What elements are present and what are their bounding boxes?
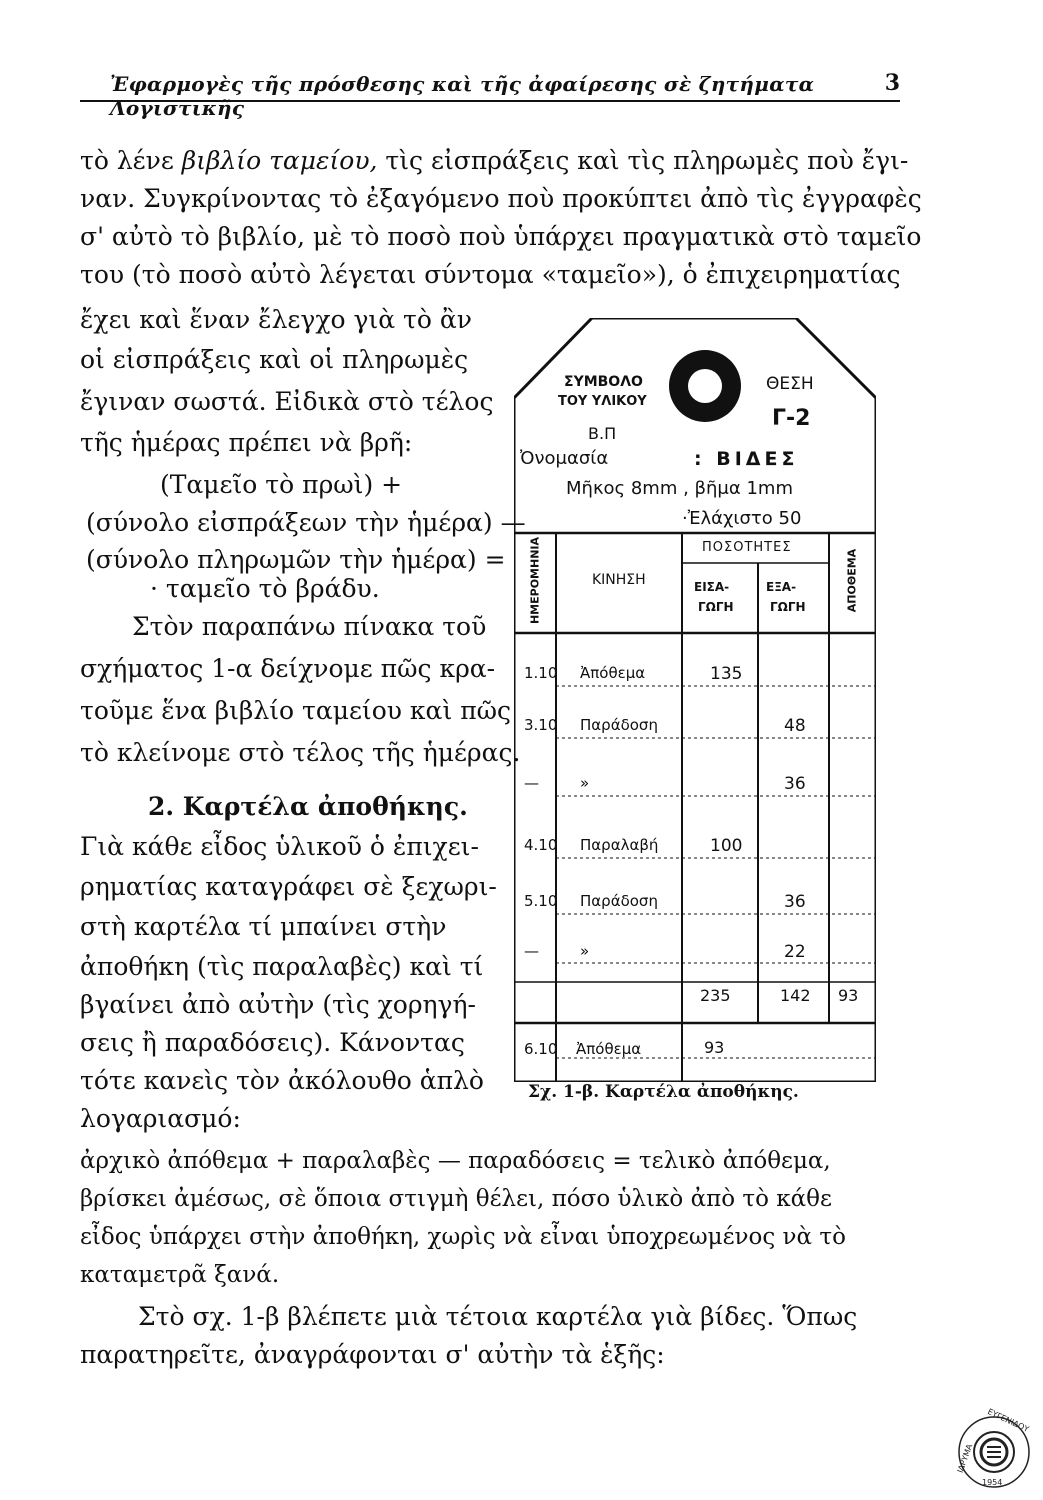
row-date: 1.10 bbox=[524, 664, 558, 682]
italic-term: βιβλίο ταμείου, bbox=[181, 146, 378, 175]
text-line: λογαριασμό: bbox=[80, 1104, 241, 1133]
row-movement: » bbox=[580, 774, 590, 792]
formula-line: (σύνολο πληρωμῶν τὴν ἡμέρα) = bbox=[86, 545, 506, 574]
row-movement: Ἀπόθεμα bbox=[580, 664, 646, 682]
formula-line: ἀρχικὸ ἀπόθεμα + παραλαβὲς — παραδόσεις = τελικὸ ἀπόθεμα, bbox=[80, 1148, 831, 1174]
figure-caption: Σχ. 1-β. Καρτέλα ἀποθήκης. bbox=[528, 1082, 799, 1102]
col-out-header-1: ΕΞΑ- bbox=[766, 580, 797, 594]
text-line: βγαίνει ἀπὸ αὐτὴν (τὶς χορηγή- bbox=[80, 990, 476, 1019]
text-line: εἶδος ὑπάρχει στὴν ἀποθήκη, χωρὶς νὰ εἶναι ὑποχρεωμένος νὰ τὸ bbox=[80, 1224, 846, 1250]
seal-year: 1954 bbox=[982, 1478, 1003, 1487]
text-line: βρίσκει ἀμέσως, σὲ ὅποια στιγμὴ θέλει, πόσο ὑλικὸ ἀπὸ τὸ κάθε bbox=[80, 1186, 832, 1212]
text-line: ἔγιναν σωστά. Εἰδικὰ στὸ τέλος bbox=[80, 387, 494, 416]
spec-line: Μῆκος 8mm , βῆμα 1mm bbox=[566, 478, 793, 499]
text-line: ναν. Συγκρίνοντας τὸ ἐξαγόμενο ποὺ προκύπτει ἀπὸ τὶς ἐγγραφὲς bbox=[80, 184, 922, 213]
page-number: 3 bbox=[884, 70, 900, 96]
seal-text-left: ΙΔΡΥΜΑ bbox=[955, 1442, 975, 1475]
final-move: Ἀπόθεμα bbox=[576, 1040, 642, 1058]
position-label: ΘΕΣΗ bbox=[766, 374, 814, 394]
formula-line: · ταμεῖο τὸ βράδυ. bbox=[150, 574, 380, 603]
min-stock-line: ·Ἐλάχιστο 50 bbox=[682, 508, 802, 529]
col-qty-header: ΠΟΣΟΤΗΤΕΣ bbox=[702, 540, 792, 555]
col-in-header-1: ΕΙΣΑ- bbox=[694, 580, 730, 594]
text-line: ἀποθήκη (τὶς παραλαβὲς) καὶ τί bbox=[80, 952, 484, 981]
final-in: 93 bbox=[704, 1038, 725, 1057]
total-in: 235 bbox=[700, 986, 731, 1005]
formula-line: (σύνολο εἰσπράξεων τὴν ἡμέρα) — bbox=[86, 508, 526, 537]
row-date: — bbox=[524, 774, 539, 792]
text-line bbox=[80, 146, 908, 176]
foundation-seal bbox=[955, 1407, 1032, 1490]
row-receipt: 135 bbox=[710, 664, 743, 684]
text-line: σ' αὐτὸ τὸ βιβλίο, μὲ τὸ ποσὸ ποὺ ὑπάρχει πραγματικὰ στὸ ταμεῖο bbox=[80, 222, 922, 251]
row-receipt: 100 bbox=[710, 836, 743, 856]
row-issue: 36 bbox=[784, 892, 806, 912]
text-line: ἔχει καὶ ἕναν ἔλεγχο γιὰ τὸ ἂν bbox=[80, 305, 472, 334]
text-line: στὴ καρτέλα τί μπαίνει στὴν bbox=[80, 912, 447, 941]
text-line: ρηματίας καταγράφει σὲ ξεχωρι- bbox=[80, 872, 497, 901]
text-span: τὸ λένε bbox=[80, 146, 182, 175]
row-issue: 22 bbox=[784, 942, 806, 962]
row-date: 5.10 bbox=[524, 892, 558, 910]
text-line: οἱ εἰσπράξεις καὶ οἱ πληρωμὲς bbox=[80, 345, 469, 374]
text-line: παρατηρεῖτε, ἀναγράφονται σ' αὐτὴν τὰ ἑξῆς: bbox=[80, 1340, 665, 1369]
row-movement: Παραλαβή bbox=[580, 836, 659, 854]
col-move-header: ΚΙΝΗΣΗ bbox=[592, 572, 646, 588]
text-line: τῆς ἡμέρας πρέπει νὰ βρῆ: bbox=[80, 428, 413, 457]
text-line: Στὸν παραπάνω πίνακα τοῦ bbox=[132, 612, 487, 641]
position-value: Γ-2 bbox=[772, 406, 811, 431]
symbol-label: ΣΥΜΒΟΛΟ bbox=[564, 374, 643, 390]
name-value: : ΒΙΔΕΣ bbox=[694, 448, 799, 470]
row-movement: » bbox=[580, 942, 590, 960]
card-outline bbox=[514, 318, 876, 1082]
text-line: του (τὸ ποσὸ αὐτὸ λέγεται σύντομα «ταμεῖο»), ὁ ἐπιχειρηματίας bbox=[80, 260, 901, 289]
col-out-header-2: ΓΩΓΗ bbox=[770, 600, 806, 614]
formula-line: (Ταμεῖο τὸ πρωὶ) + bbox=[160, 470, 403, 499]
symbol-label-2: ΤΟΥ ΥΛΙΚΟΥ bbox=[558, 394, 647, 409]
symbol-value: Β.Π bbox=[588, 424, 617, 443]
row-movement: Παράδοση bbox=[580, 892, 658, 910]
col-in-header-2: ΓΩΓΗ bbox=[698, 600, 734, 614]
running-title: Ἐφαρμογὲς τῆς πρόσθεσης καὶ τῆς ἀφαίρεσης σὲ ζητήματα Λογιστικῆς bbox=[110, 72, 815, 120]
row-date: 4.10 bbox=[524, 836, 558, 854]
final-date: 6.10 bbox=[524, 1040, 558, 1058]
section-title: 2. Καρτέλα ἀποθήκης. bbox=[148, 792, 468, 821]
row-movement: Παράδοση bbox=[580, 716, 658, 734]
seal-text-top: ΕΥΓΕΝΙΔΟΥ bbox=[986, 1407, 1031, 1434]
running-header bbox=[80, 66, 900, 120]
row-date: — bbox=[524, 942, 539, 960]
row-issue: 36 bbox=[784, 774, 806, 794]
name-label: Ὀνομασία bbox=[520, 448, 609, 469]
total-out: 142 bbox=[780, 986, 811, 1005]
text-line: σχήματος 1-α δείχνομε πῶς κρα- bbox=[80, 654, 496, 683]
text-line: καταμετρᾶ ξανά. bbox=[80, 1262, 280, 1288]
col-date-header: ΗΜΕΡΟΜΗΝΙΑ bbox=[528, 536, 542, 625]
text-line: Γιὰ κάθε εἶδος ὑλικοῦ ὁ ἐπιχει- bbox=[80, 832, 479, 861]
text-line: Στὸ σχ. 1-β βλέπετε μιὰ τέτοια καρτέλα γιὰ βίδες. Ὅπως bbox=[138, 1302, 858, 1331]
text-line: τότε κανεὶς τὸν ἀκόλουθο ἁπλὸ bbox=[80, 1066, 484, 1095]
text-line: τὸ κλείνομε στὸ τέλος τῆς ἡμέρας. bbox=[80, 738, 521, 767]
stock-card-figure bbox=[514, 318, 876, 1082]
col-stock-header: ΑΠΟΘΕΜΑ bbox=[845, 548, 859, 613]
row-date: 3.10 bbox=[524, 716, 558, 734]
total-stock: 93 bbox=[838, 986, 859, 1005]
row-issue: 48 bbox=[784, 716, 806, 736]
text-line: σεις ἢ παραδόσεις). Κάνοντας bbox=[80, 1028, 465, 1057]
text-line: τοῦμε ἕνα βιβλίο ταμείου καὶ πῶς bbox=[80, 696, 512, 725]
text-span: τὶς εἰσπράξεις καὶ τὶς πληρωμὲς ποὺ ἔγι- bbox=[377, 146, 909, 175]
